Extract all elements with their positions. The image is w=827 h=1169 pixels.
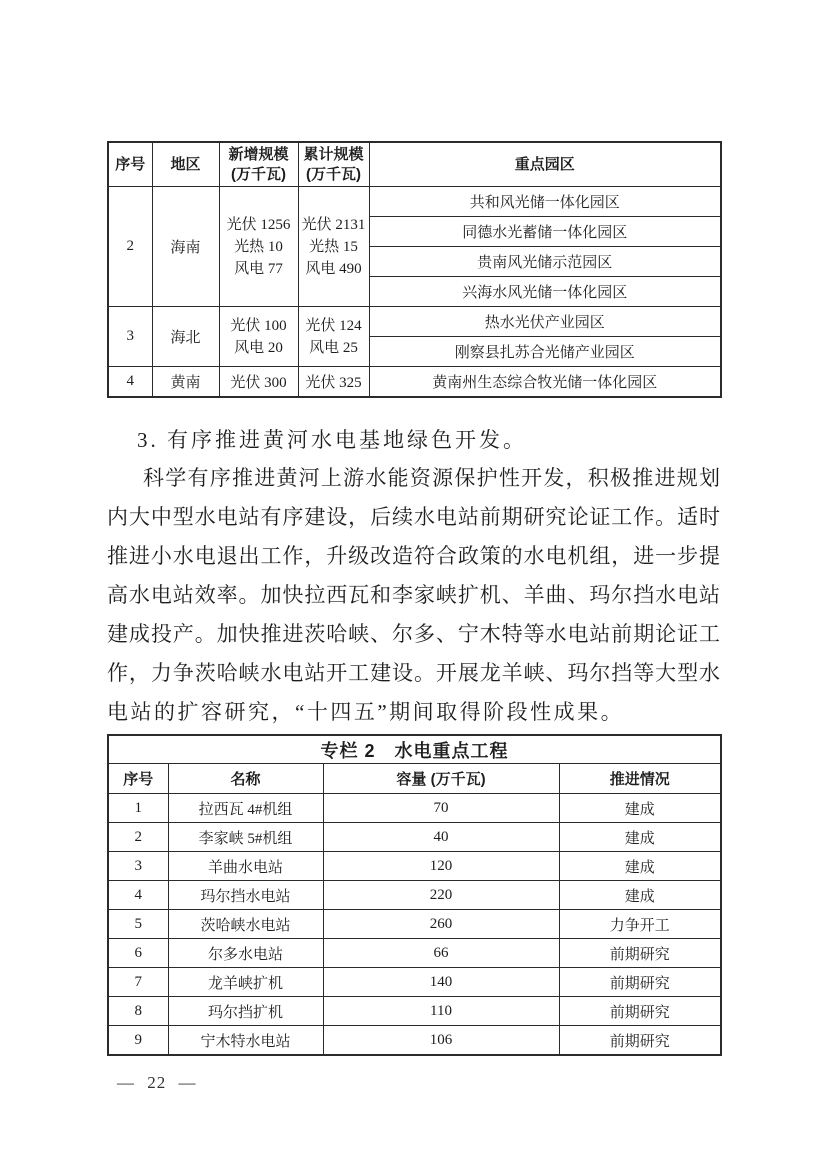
capacity-table xyxy=(107,141,722,398)
table-row xyxy=(108,997,721,1026)
table-title-row xyxy=(108,735,721,764)
table-row xyxy=(108,910,721,939)
cell-status: 力争开工 xyxy=(559,910,721,939)
table-row xyxy=(108,187,721,217)
table-row xyxy=(108,939,721,968)
cell-capacity: 106 xyxy=(323,1026,559,1056)
cell-capacity: 260 xyxy=(323,910,559,939)
cell-name: 李家峡 5#机组 xyxy=(168,823,323,852)
cell-capacity: 110 xyxy=(323,997,559,1026)
capacity-line: 光伏 124 xyxy=(305,317,362,334)
cell-row-no: 4 xyxy=(108,367,152,398)
cell-no: 9 xyxy=(108,1026,168,1056)
cell-name: 玛尔挡水电站 xyxy=(168,881,323,910)
capacity-line: 风电 77 xyxy=(234,260,283,277)
cell-capacity: 140 xyxy=(323,968,559,997)
paragraph-line: 作，力争茨哈峡水电站开工建设。开展龙羊峡、玛尔挡等大型水 xyxy=(107,661,720,685)
cell-capacity: 70 xyxy=(323,794,559,823)
cell-no: 6 xyxy=(108,939,168,968)
capacity-line: 光热 10 xyxy=(234,238,283,255)
cell-status: 前期研究 xyxy=(559,997,721,1026)
table-header-row xyxy=(108,764,721,794)
capacity-line: 风电 25 xyxy=(309,339,358,356)
cell-no: 3 xyxy=(108,852,168,881)
cell-park: 热水光伏产业园区 xyxy=(369,307,721,337)
cell-row-no: 3 xyxy=(108,307,152,367)
col-header-new-line2: (万千瓦) xyxy=(231,165,286,183)
col-header-no: 序号 xyxy=(108,764,168,794)
cell-status: 建成 xyxy=(559,852,721,881)
cell-region: 海南 xyxy=(152,187,219,307)
cell-status: 建成 xyxy=(559,823,721,852)
capacity-line: 风电 20 xyxy=(234,339,283,356)
cell-status: 前期研究 xyxy=(559,1026,721,1056)
cell-capacity: 120 xyxy=(323,852,559,881)
paragraph-line: 科学有序推进黄河上游水能资源保护性开发，积极推进规划 xyxy=(143,466,720,490)
cell-new-capacity xyxy=(219,307,298,367)
cell-park: 共和风光储一体化园区 xyxy=(369,187,721,217)
cell-status: 建成 xyxy=(559,881,721,910)
col-header-name: 名称 xyxy=(168,764,323,794)
table-row xyxy=(108,1026,721,1056)
cell-no: 7 xyxy=(108,968,168,997)
cell-name: 玛尔挡扩机 xyxy=(168,997,323,1026)
cell-no: 8 xyxy=(108,997,168,1026)
cell-new-capacity xyxy=(219,187,298,307)
col-header-region: 地区 xyxy=(152,142,219,187)
col-header-status: 推进情况 xyxy=(559,764,721,794)
body-paragraph xyxy=(107,459,720,732)
capacity-line: 光伏 2131 xyxy=(301,216,366,233)
cell-new-capacity: 光伏 300 xyxy=(219,367,298,398)
table-row xyxy=(108,968,721,997)
col-header-new-line1: 新增规模 xyxy=(228,145,289,163)
cell-park: 黄南州生态综合牧光储一体化园区 xyxy=(369,367,721,398)
col-header-cum-line2: (万千瓦) xyxy=(306,165,361,183)
hydro-projects-table xyxy=(107,734,722,1056)
cell-name: 羊曲水电站 xyxy=(168,852,323,881)
cell-region: 黄南 xyxy=(152,367,219,398)
capacity-line: 光伏 1256 xyxy=(226,216,291,233)
cell-name: 茨哈峡水电站 xyxy=(168,910,323,939)
cell-status: 建成 xyxy=(559,794,721,823)
page-number: — 22 — xyxy=(117,1073,197,1092)
cell-no: 1 xyxy=(108,794,168,823)
table-title: 专栏 2 水电重点工程 xyxy=(108,735,721,764)
cell-capacity: 220 xyxy=(323,881,559,910)
paragraph-line: 推进小水电退出工作，升级改造符合政策的水电机组，进一步提 xyxy=(107,544,720,568)
cell-cumulative-capacity: 光伏 325 xyxy=(298,367,369,398)
col-header-cum-line1: 累计规模 xyxy=(303,145,364,163)
table-row xyxy=(108,852,721,881)
cell-no: 5 xyxy=(108,910,168,939)
paragraph-line: 建成投产。加快推进茨哈峡、尔多、宁木特等水电站前期论证工 xyxy=(107,622,720,646)
table-header-row xyxy=(108,142,721,187)
col-header-capacity: 容量 (万千瓦) xyxy=(323,764,559,794)
cell-park: 贵南风光储示范园区 xyxy=(369,247,721,277)
capacity-line: 光伏 100 xyxy=(230,317,287,334)
table-row xyxy=(108,307,721,337)
cell-no: 4 xyxy=(108,881,168,910)
paragraph-line: 高水电站效率。加快拉西瓦和李家峡扩机、羊曲、玛尔挡水电站 xyxy=(107,583,720,607)
cell-status: 前期研究 xyxy=(559,939,721,968)
cell-park: 刚察县扎苏合光储产业园区 xyxy=(369,337,721,367)
cell-status: 前期研究 xyxy=(559,968,721,997)
table-row xyxy=(108,823,721,852)
col-header-cumulative-capacity xyxy=(298,142,369,187)
col-header-new-capacity xyxy=(219,142,298,187)
cell-capacity: 66 xyxy=(323,939,559,968)
col-header-key-parks: 重点园区 xyxy=(369,142,721,187)
cell-name: 龙羊峡扩机 xyxy=(168,968,323,997)
cell-name: 拉西瓦 4#机组 xyxy=(168,794,323,823)
cell-name: 宁木特水电站 xyxy=(168,1026,323,1056)
capacity-line: 风电 490 xyxy=(305,260,362,277)
cell-cumulative-capacity xyxy=(298,187,369,307)
section-heading: 3. 有序推进黄河水电基地绿色开发。 xyxy=(137,428,527,452)
table-row xyxy=(108,794,721,823)
cell-row-no: 2 xyxy=(108,187,152,307)
cell-capacity: 40 xyxy=(323,823,559,852)
paragraph-line: 内大中型水电站有序建设，后续水电站前期研究论证工作。适时 xyxy=(107,505,720,529)
cell-name: 尔多水电站 xyxy=(168,939,323,968)
cell-park: 同德水光蓄储一体化园区 xyxy=(369,217,721,247)
capacity-line: 光热 15 xyxy=(309,238,358,255)
cell-park: 兴海水风光储一体化园区 xyxy=(369,277,721,307)
cell-no: 2 xyxy=(108,823,168,852)
table-row xyxy=(108,881,721,910)
col-header-no: 序号 xyxy=(108,142,152,187)
paragraph-line: 电站的扩容研究，“十四五”期间取得阶段性成果。 xyxy=(107,700,625,724)
table-row xyxy=(108,367,721,398)
cell-cumulative-capacity xyxy=(298,307,369,367)
cell-region: 海北 xyxy=(152,307,219,367)
